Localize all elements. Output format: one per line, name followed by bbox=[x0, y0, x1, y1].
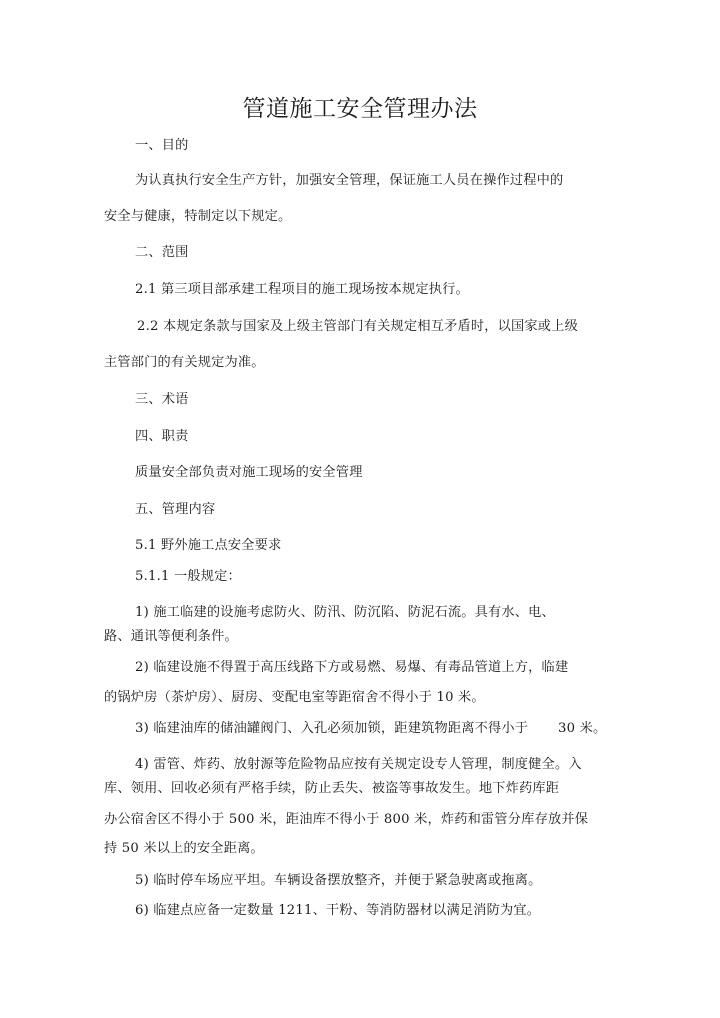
purpose-heading: 一、目的 bbox=[135, 138, 189, 153]
scope-item-2-2-line1: 2.2 本规定条款与国家及上级主管部门有关规定相互矛盾时，以国家或上级 bbox=[137, 319, 578, 334]
rule-1-line1: 1) 施工临建的设施考虑防火、防汛、防沉陷、防泥石流。具有水、电、 bbox=[135, 605, 555, 620]
duties-text: 质量安全部负责对施工现场的安全管理 bbox=[135, 465, 363, 480]
purpose-paragraph-line2: 安全与健康，特制定以下规定。 bbox=[104, 209, 292, 224]
rule-2-line1: 2) 临建设施不得置于高压线路下方或易燃、易爆、有毒品管道上方，临建 bbox=[135, 660, 569, 675]
rule-1-line2: 路、通讯等便利条件。 bbox=[104, 629, 238, 644]
content-5-1: 5.1 野外施工点安全要求 bbox=[135, 538, 282, 553]
rule-4-line2: 库、领用、回收必须有严格手续，防止丢失、被盗等事故发生。地下炸药库距 bbox=[104, 781, 560, 796]
rule-3-text: 3) 临建油库的储油罐阀门、入孔必须加锁，距建筑物距离不得小于 bbox=[135, 721, 529, 736]
rule-5: 5) 临时停车场应平坦。车辆设备摆放整齐，并便于紧急驶离或拖离。 bbox=[135, 873, 542, 888]
scope-item-2-1: 2.1 第三项目部承建工程项目的施工现场按本规定执行。 bbox=[135, 282, 469, 297]
scope-heading: 二、范围 bbox=[135, 245, 189, 260]
content-5-1-1: 5.1.1 一般规定： bbox=[135, 569, 241, 584]
terms-heading: 三、术语 bbox=[135, 392, 189, 407]
rule-4-line4: 持 50 米以上的安全距离。 bbox=[104, 841, 264, 856]
rule-4-line1: 4) 雷管、炸药、放射源等危险物品应按有关规定设专人管理，制度健全。入 bbox=[135, 757, 582, 772]
rule-6: 6) 临建点应备一定数量 1211、干粉、等消防器材以满足消防为宜。 bbox=[135, 903, 541, 918]
rule-2-line2: 的锅炉房（茶炉房）、厨房、变配电室等距宿舍不得小于 10 米。 bbox=[104, 690, 485, 705]
duties-heading: 四、职责 bbox=[135, 429, 189, 444]
rule-3-distance: 30 米。 bbox=[558, 721, 607, 736]
purpose-paragraph-line1: 为认真执行安全生产方针，加强安全管理，保证施工人员在操作过程中的 bbox=[135, 173, 564, 188]
rule-4-line3: 办公宿舍区不得小于 500 米，距油库不得小于 800 米，炸药和雷管分库存放并保 bbox=[104, 812, 589, 827]
document-title: 管道施工安全管理办法 bbox=[242, 96, 478, 122]
content-heading: 五、管理内容 bbox=[135, 502, 216, 517]
scope-item-2-2-line2: 主管部门的有关规定为准。 bbox=[104, 355, 265, 370]
